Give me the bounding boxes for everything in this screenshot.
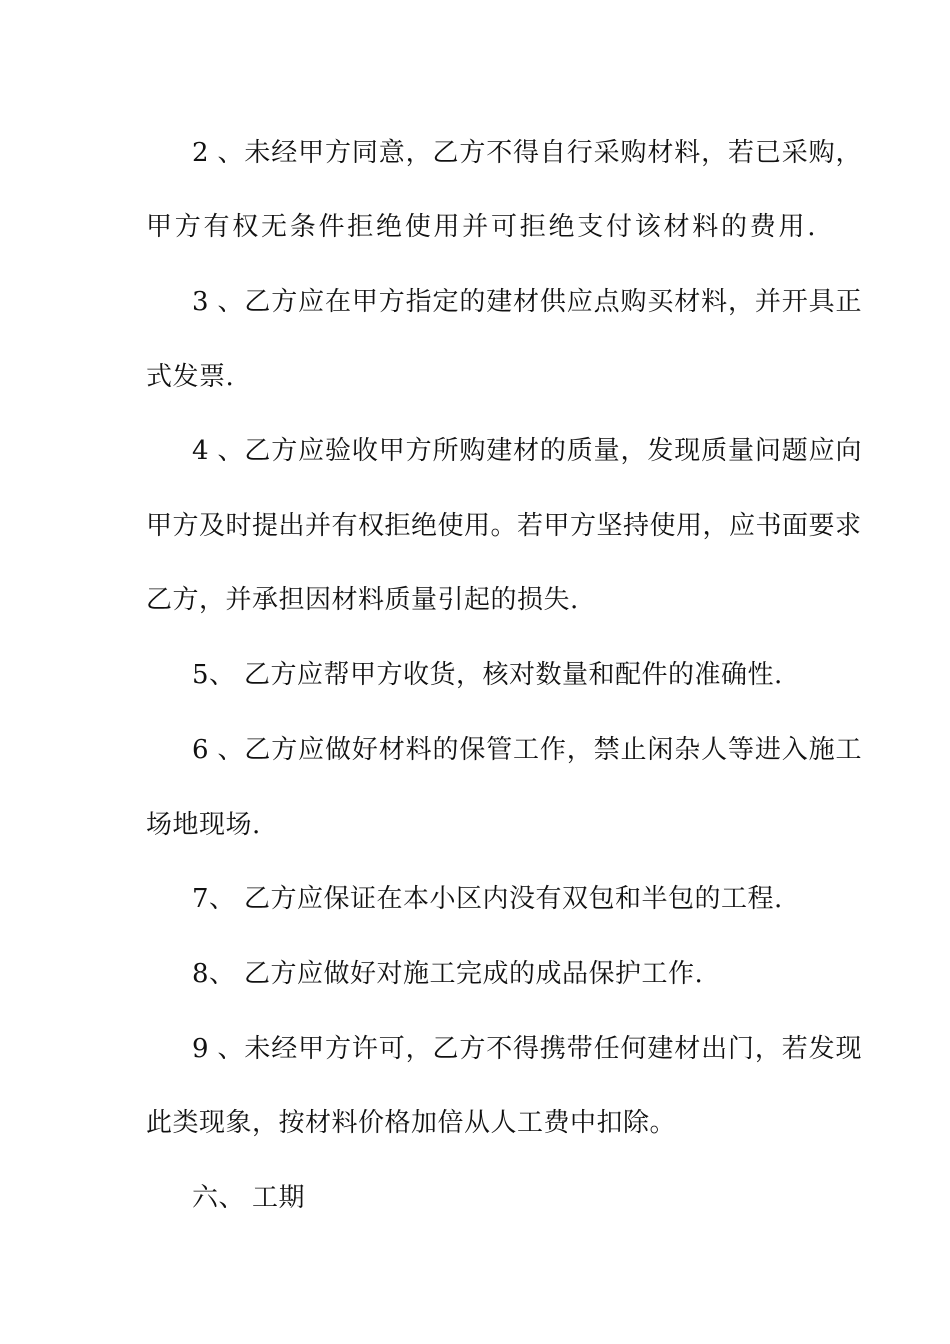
item-number: 8、 (192, 959, 236, 989)
item-number: 9、 (192, 1034, 244, 1064)
item-number: 7、 (192, 884, 236, 914)
item-text: 乙方应验收甲方所购建材的质量，发现质量问题应向 (244, 436, 862, 466)
item-text: 乙方应帮甲方收货，核对数量和配件的准确性. (244, 660, 783, 690)
list-item-7-line-1 (192, 884, 862, 914)
section-title: 工期 (252, 1183, 306, 1213)
item-text: 乙方应做好材料的保管工作，禁止闲杂人等进入施工 (244, 735, 862, 765)
item-number: 4、 (192, 436, 244, 466)
section-heading (192, 1183, 862, 1213)
list-item-9-line-1 (192, 1034, 862, 1064)
list-item-6-line-1 (192, 735, 862, 765)
list-item-4-line-1 (192, 436, 862, 466)
item-text: 乙方应在甲方指定的建材供应点购买材料，并开具正 (244, 287, 862, 317)
item-text: 未经甲方同意，乙方不得自行采购材料，若已采购， (244, 138, 862, 168)
list-item-3-line-1 (192, 287, 862, 317)
item-text: 乙方应做好对施工完成的成品保护工作. (244, 959, 704, 989)
list-item-8-line-1 (192, 959, 862, 989)
item-number: 3、 (192, 287, 244, 317)
item-number: 2、 (192, 138, 244, 168)
list-item-9-line-2: 此类现象，按材料价格加倍从人工费中扣除。 (146, 1108, 677, 1138)
list-item-2-line-1 (192, 138, 862, 168)
list-item-3-line-2: 式发票. (146, 362, 235, 392)
list-item-5-line-1 (192, 660, 862, 690)
list-item-6-line-2: 场地现场. (146, 810, 261, 840)
item-number: 5、 (192, 660, 236, 690)
item-text: 乙方应保证在本小区内没有双包和半包的工程. (244, 884, 783, 914)
list-item-4-line-2: 甲方及时提出并有权拒绝使用。若甲方坚持使用，应书面要求 (146, 511, 862, 541)
item-number: 6、 (192, 735, 244, 765)
item-text: 未经甲方许可，乙方不得携带任何建材出门，若发现 (244, 1034, 862, 1064)
section-number: 六、 (192, 1183, 246, 1213)
list-item-2-line-2: 甲方有权无条件拒绝使用并可拒绝支付该材料的费用. (146, 212, 816, 242)
list-item-4-line-3: 乙方，并承担因材料质量引起的损失. (146, 585, 579, 615)
